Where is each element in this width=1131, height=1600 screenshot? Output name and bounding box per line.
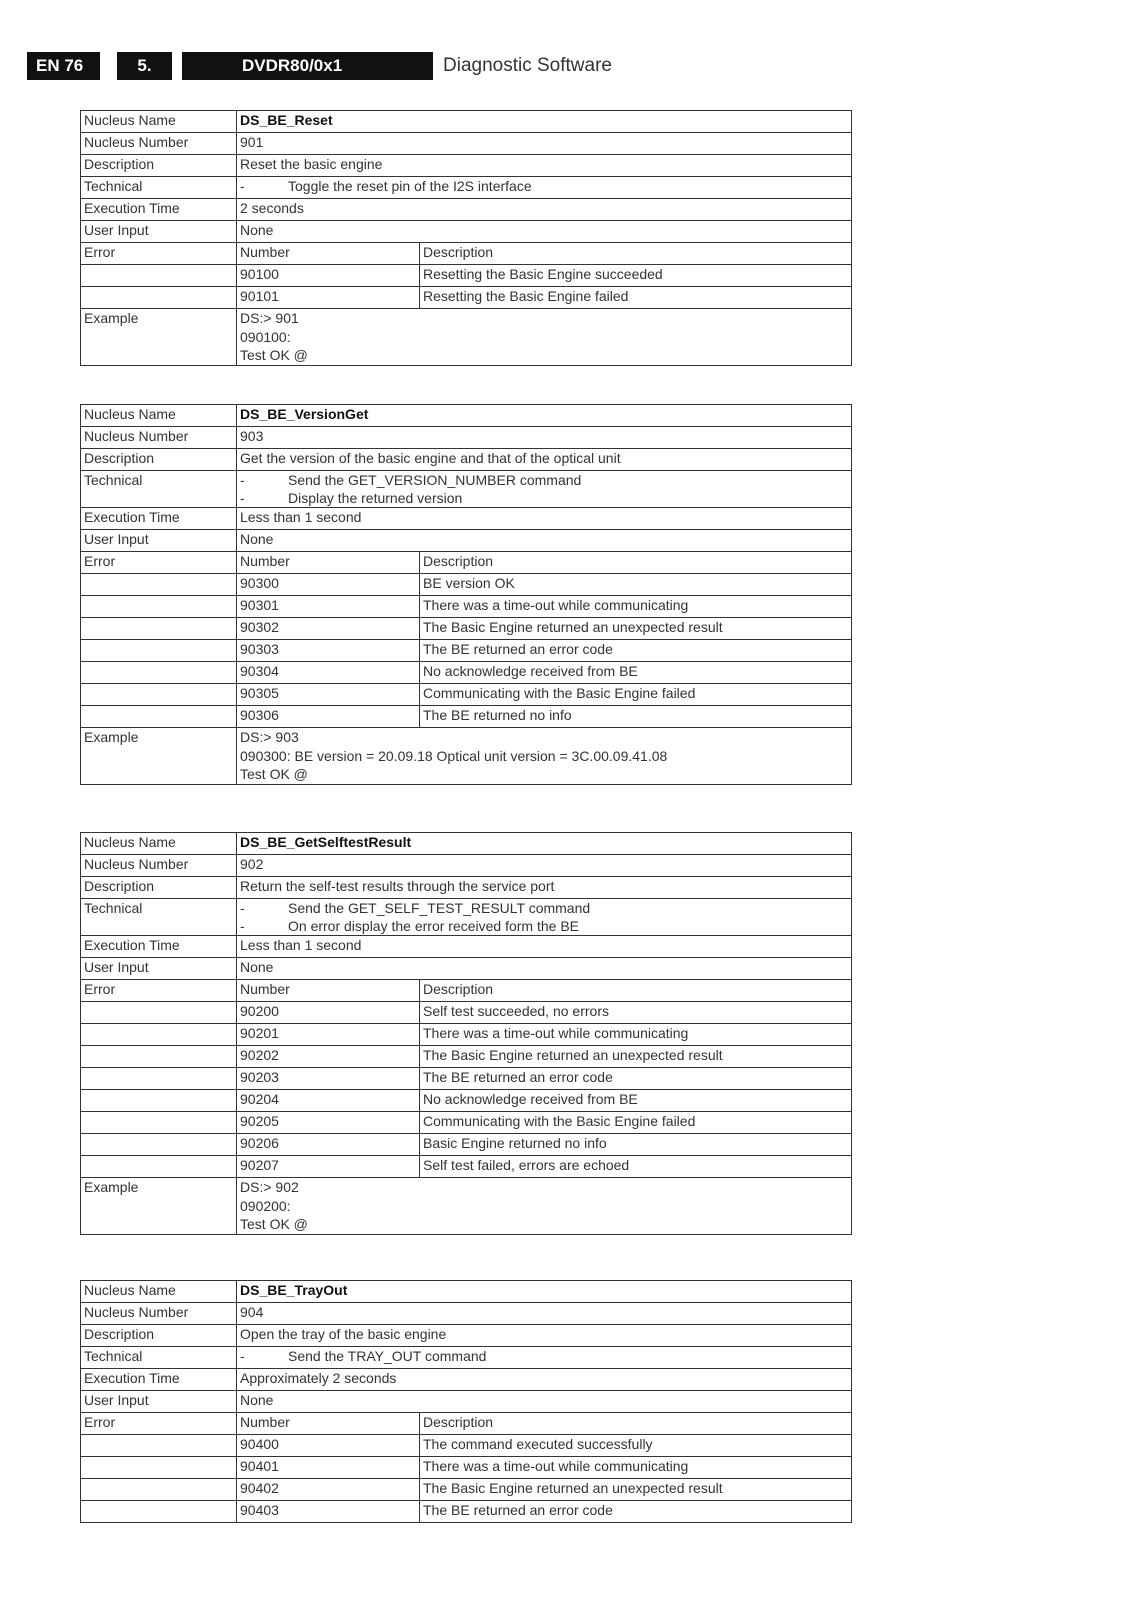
error-text: No acknowledge received from BE (420, 662, 852, 684)
label-execution-time: Execution Time (81, 199, 237, 221)
row-nucleus-number (81, 133, 852, 155)
nucleus-table (80, 832, 852, 1235)
user-input: None (237, 221, 852, 243)
row-nucleus-number (81, 427, 852, 449)
error-text: Resetting the Basic Engine succeeded (420, 265, 852, 287)
error-row (81, 1024, 852, 1046)
error-text: Resetting the Basic Engine failed (420, 287, 852, 309)
row-technical (81, 177, 852, 199)
error-code: 90403 (237, 1501, 420, 1523)
error-code: 90201 (237, 1024, 420, 1046)
error-row (81, 596, 852, 618)
label-execution-time: Execution Time (81, 508, 237, 530)
execution-time: Less than 1 second (237, 508, 852, 530)
error-number-header: Number (237, 243, 420, 265)
error-text: There was a time-out while communicating (420, 596, 852, 618)
error-row (81, 1090, 852, 1112)
error-number-header: Number (237, 552, 420, 574)
error-row (81, 1002, 852, 1024)
error-row (81, 684, 852, 706)
error-empty-cell (81, 1068, 237, 1090)
example-cell (237, 728, 852, 785)
nucleus-number: 904 (237, 1303, 852, 1325)
error-description-header: Description (420, 1413, 852, 1435)
error-code: 90400 (237, 1435, 420, 1457)
technical-text: Display the returned version (288, 490, 463, 506)
label-user-input: User Input (81, 221, 237, 243)
error-text: The Basic Engine returned an unexpected result (420, 618, 852, 640)
label-error: Error (81, 1413, 237, 1435)
example-cell (237, 1178, 852, 1235)
label-description: Description (81, 877, 237, 899)
row-user-input (81, 958, 852, 980)
error-text: The BE returned an error code (420, 640, 852, 662)
row-error-header (81, 1413, 852, 1435)
row-technical (81, 899, 852, 936)
label-user-input: User Input (81, 530, 237, 552)
row-execution-time (81, 1369, 852, 1391)
label-error: Error (81, 243, 237, 265)
label-nucleus-number: Nucleus Number (81, 133, 237, 155)
row-example (81, 728, 852, 785)
label-example: Example (81, 1178, 237, 1235)
error-empty-cell (81, 1112, 237, 1134)
error-row (81, 1134, 852, 1156)
error-code: 90200 (237, 1002, 420, 1024)
label-nucleus-number: Nucleus Number (81, 427, 237, 449)
label-nucleus-name: Nucleus Name (81, 111, 237, 133)
row-execution-time (81, 508, 852, 530)
execution-time: Less than 1 second (237, 936, 852, 958)
error-row (81, 1068, 852, 1090)
error-code: 90207 (237, 1156, 420, 1178)
row-example (81, 1178, 852, 1235)
error-text: The Basic Engine returned an unexpected result (420, 1479, 852, 1501)
nucleus-name: DS_BE_Reset (237, 111, 852, 133)
technical-text: Send the GET_SELF_TEST_RESULT command (288, 900, 591, 916)
row-technical (81, 471, 852, 508)
row-user-input (81, 221, 852, 243)
label-error: Error (81, 980, 237, 1002)
technical-cell (237, 471, 852, 508)
technical-line: - Send the TRAY_OUT command (240, 1348, 487, 1364)
error-text: Communicating with the Basic Engine failed (420, 684, 852, 706)
label-execution-time: Execution Time (81, 1369, 237, 1391)
technical-line: - Display the returned version (240, 490, 463, 506)
label-technical: Technical (81, 1347, 237, 1369)
error-row (81, 1156, 852, 1178)
technical-text: Send the GET_VERSION_NUMBER command (288, 472, 582, 488)
error-row (81, 640, 852, 662)
error-empty-cell (81, 1479, 237, 1501)
nucleus-table (80, 110, 852, 366)
model-badge: DVDR80/0x1 (182, 52, 433, 80)
error-text: The command executed successfully (420, 1435, 852, 1457)
error-empty-cell (81, 1090, 237, 1112)
technical-cell (237, 899, 852, 936)
example-line: Test OK @ (240, 1216, 308, 1232)
error-code: 90402 (237, 1479, 420, 1501)
label-technical: Technical (81, 471, 237, 508)
row-nucleus-name (81, 833, 852, 855)
label-example: Example (81, 728, 237, 785)
nucleus-number: 902 (237, 855, 852, 877)
error-text: The BE returned no info (420, 706, 852, 728)
error-row (81, 1501, 852, 1523)
technical-cell (237, 177, 852, 199)
error-number-header: Number (237, 1413, 420, 1435)
error-empty-cell (81, 618, 237, 640)
error-text: No acknowledge received from BE (420, 1090, 852, 1112)
nucleus-table (80, 1280, 852, 1523)
example-line: 090200: (240, 1197, 291, 1214)
error-empty-cell (81, 1002, 237, 1024)
error-empty-cell (81, 684, 237, 706)
technical-line: - Toggle the reset pin of the I2S interface (240, 178, 532, 194)
row-error-header (81, 552, 852, 574)
error-row (81, 618, 852, 640)
example-line: DS:> 901 (240, 310, 299, 326)
error-code: 90202 (237, 1046, 420, 1068)
error-text: Self test failed, errors are echoed (420, 1156, 852, 1178)
row-description (81, 449, 852, 471)
label-user-input: User Input (81, 1391, 237, 1413)
error-row (81, 574, 852, 596)
label-technical: Technical (81, 177, 237, 199)
row-nucleus-name (81, 111, 852, 133)
nucleus-name: DS_BE_VersionGet (237, 405, 852, 427)
error-empty-cell (81, 1501, 237, 1523)
error-text: There was a time-out while communicating (420, 1457, 852, 1479)
row-example (81, 309, 852, 366)
error-row (81, 1046, 852, 1068)
error-empty-cell (81, 1134, 237, 1156)
error-text: The Basic Engine returned an unexpected result (420, 1046, 852, 1068)
chapter-badge: 5. (117, 52, 172, 80)
error-row (81, 1457, 852, 1479)
error-code: 90301 (237, 596, 420, 618)
execution-time: 2 seconds (237, 199, 852, 221)
error-empty-cell (81, 640, 237, 662)
error-empty-cell (81, 1046, 237, 1068)
error-text: There was a time-out while communicating (420, 1024, 852, 1046)
example-cell (237, 309, 852, 366)
row-user-input (81, 530, 852, 552)
row-nucleus-number (81, 1303, 852, 1325)
error-code: 90101 (237, 287, 420, 309)
error-empty-cell (81, 1457, 237, 1479)
error-empty-cell (81, 596, 237, 618)
label-nucleus-name: Nucleus Name (81, 1281, 237, 1303)
error-code: 90300 (237, 574, 420, 596)
row-execution-time (81, 199, 852, 221)
technical-cell (237, 1347, 852, 1369)
error-row (81, 1112, 852, 1134)
example-line: Test OK @ (240, 766, 308, 782)
row-nucleus-name (81, 1281, 852, 1303)
label-technical: Technical (81, 899, 237, 936)
technical-text: Send the TRAY_OUT command (288, 1348, 487, 1364)
nucleus-description: Open the tray of the basic engine (237, 1325, 852, 1347)
error-text: The BE returned an error code (420, 1501, 852, 1523)
error-row (81, 265, 852, 287)
nucleus-description: Get the version of the basic engine and that of the optical unit (237, 449, 852, 471)
error-text: The BE returned an error code (420, 1068, 852, 1090)
error-code: 90100 (237, 265, 420, 287)
error-row (81, 287, 852, 309)
label-user-input: User Input (81, 958, 237, 980)
error-row (81, 1479, 852, 1501)
row-error-header (81, 980, 852, 1002)
error-empty-cell (81, 574, 237, 596)
user-input: None (237, 1391, 852, 1413)
row-nucleus-name (81, 405, 852, 427)
error-description-header: Description (420, 552, 852, 574)
technical-text: On error display the error received form the BE (288, 918, 580, 934)
technical-line: - On error display the error received form the BE (240, 918, 580, 934)
label-nucleus-number: Nucleus Number (81, 1303, 237, 1325)
example-line: 090300: BE version = 20.09.18 Optical unit version = 3C.00.09.41.08 (240, 747, 668, 764)
user-input: None (237, 958, 852, 980)
nucleus-name: DS_BE_GetSelftestResult (237, 833, 852, 855)
error-code: 90203 (237, 1068, 420, 1090)
error-empty-cell (81, 1156, 237, 1178)
error-code: 90401 (237, 1457, 420, 1479)
error-code: 90204 (237, 1090, 420, 1112)
label-nucleus-name: Nucleus Name (81, 833, 237, 855)
error-number-header: Number (237, 980, 420, 1002)
technical-line: - Send the GET_VERSION_NUMBER command (240, 472, 582, 488)
row-nucleus-number (81, 855, 852, 877)
user-input: None (237, 530, 852, 552)
error-empty-cell (81, 706, 237, 728)
label-error: Error (81, 552, 237, 574)
nucleus-name: DS_BE_TrayOut (237, 1281, 852, 1303)
page-number-badge: EN 76 (27, 52, 100, 80)
row-technical (81, 1347, 852, 1369)
row-description (81, 877, 852, 899)
nucleus-table (80, 404, 852, 785)
row-error-header (81, 243, 852, 265)
error-empty-cell (81, 287, 237, 309)
example-line: Test OK @ (240, 347, 308, 363)
header-title: Diagnostic Software (443, 55, 612, 76)
example-line: DS:> 903 (240, 729, 299, 745)
error-code: 90305 (237, 684, 420, 706)
error-code: 90304 (237, 662, 420, 684)
example-line: 090100: (240, 328, 291, 345)
error-code: 90303 (237, 640, 420, 662)
error-empty-cell (81, 1435, 237, 1457)
error-row (81, 662, 852, 684)
error-text: Basic Engine returned no info (420, 1134, 852, 1156)
nucleus-number: 903 (237, 427, 852, 449)
error-empty-cell (81, 265, 237, 287)
label-nucleus-number: Nucleus Number (81, 855, 237, 877)
error-empty-cell (81, 662, 237, 684)
row-user-input (81, 1391, 852, 1413)
nucleus-description: Return the self-test results through the service port (237, 877, 852, 899)
error-code: 90302 (237, 618, 420, 640)
error-row (81, 706, 852, 728)
label-example: Example (81, 309, 237, 366)
technical-line: - Send the GET_SELF_TEST_RESULT command (240, 900, 591, 916)
error-row (81, 1435, 852, 1457)
technical-text: Toggle the reset pin of the I2S interface (288, 178, 532, 194)
execution-time: Approximately 2 seconds (237, 1369, 852, 1391)
error-code: 90206 (237, 1134, 420, 1156)
label-execution-time: Execution Time (81, 936, 237, 958)
error-description-header: Description (420, 243, 852, 265)
nucleus-number: 901 (237, 133, 852, 155)
error-code: 90205 (237, 1112, 420, 1134)
row-execution-time (81, 936, 852, 958)
error-text: Self test succeeded, no errors (420, 1002, 852, 1024)
error-description-header: Description (420, 980, 852, 1002)
row-description (81, 1325, 852, 1347)
nucleus-description: Reset the basic engine (237, 155, 852, 177)
row-description (81, 155, 852, 177)
label-description: Description (81, 1325, 237, 1347)
label-nucleus-name: Nucleus Name (81, 405, 237, 427)
error-text: BE version OK (420, 574, 852, 596)
error-text: Communicating with the Basic Engine failed (420, 1112, 852, 1134)
label-description: Description (81, 155, 237, 177)
error-code: 90306 (237, 706, 420, 728)
error-empty-cell (81, 1024, 237, 1046)
label-description: Description (81, 449, 237, 471)
example-line: DS:> 902 (240, 1179, 299, 1195)
